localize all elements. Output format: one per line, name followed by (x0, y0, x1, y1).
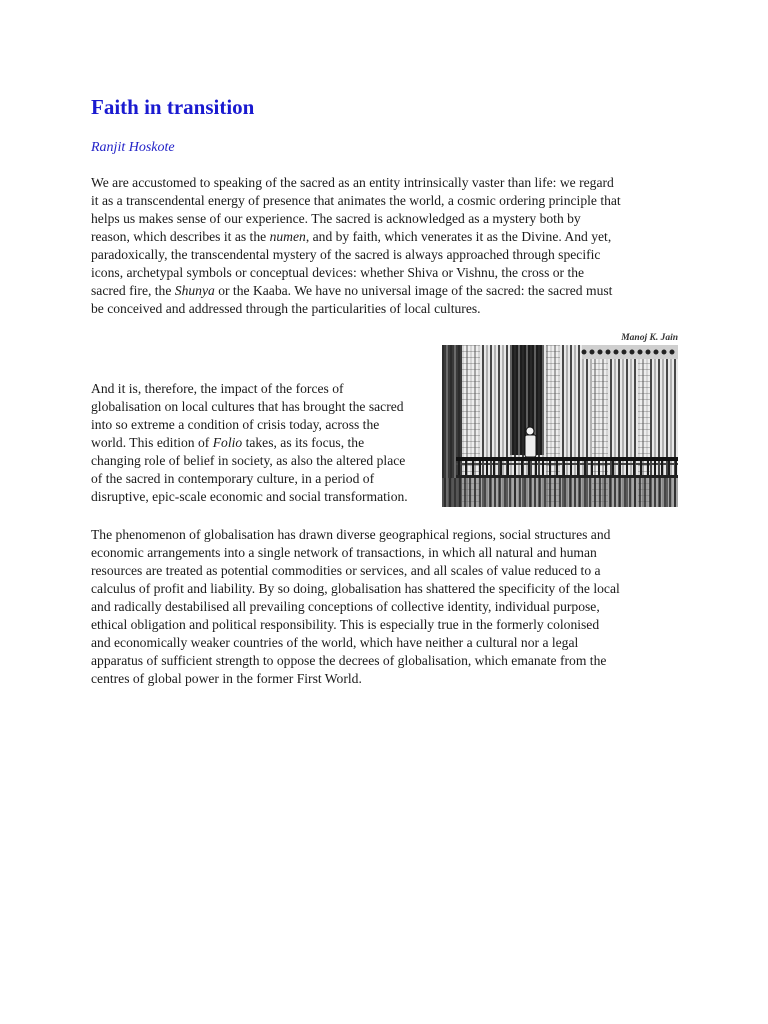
italic-term: Shunya (174, 283, 215, 298)
text-line: apparatus of sufficient strength to oppose the decrees of globalisation, which emanate from the (91, 653, 607, 668)
article-title: Faith in transition (91, 95, 255, 119)
text-line: And it is, therefore, the impact of the forces of (91, 381, 344, 396)
text-line: sacred fire, the Shunya or the Kaaba. We have no universal image of the sacred: the sacred must (91, 283, 613, 298)
text-line: disruptive, epic-scale economic and social transformation. (91, 489, 408, 504)
text-line: helps us makes sense of our experience. The sacred is acknowledged as a mystery both by (91, 211, 581, 226)
text-line: paradoxically, the transcendental mystery of the sacred is always approached through specific (91, 247, 601, 262)
text-line: and economically weaker countries of the world, which have neither a cultural nor a legal (91, 635, 579, 650)
text-line: The phenomenon of globalisation has drawn diverse geographical regions, social structures and (91, 527, 611, 542)
text-line: be conceived and addressed through the particularities of local cultures. (91, 301, 481, 316)
text-line: resources are treated as potential commodities or services, and all scales of value reduced to a (91, 563, 601, 578)
text-line: icons, archetypal symbols or conceptual devices: whether Shiva or Vishnu, the cross or the (91, 265, 585, 280)
temple-photo-illustration (442, 345, 678, 507)
text-line: and radically destabilised all prevailing conceptions of collective identity, individual purpose, (91, 599, 600, 614)
text-line: reason, which describes it as the numen, and by faith, which venerates it as the Divine. And yet, (91, 229, 612, 244)
italic-term: numen (269, 229, 306, 244)
text-line: of the sacred in contemporary culture, in a period of (91, 471, 375, 486)
text-line: it as a transcendental energy of presence that animates the world, a cosmic ordering principle that (91, 193, 621, 208)
article-author: Ranjit Hoskote (91, 140, 175, 155)
text-line: economic arrangements into a single network of transactions, in which all natural and human (91, 545, 597, 560)
text-line: globalisation on local cultures that has brought the sacred (91, 399, 404, 414)
paragraph-globalisation-crisis (91, 380, 441, 506)
italic-term: Folio (212, 435, 243, 450)
paragraph-intro (91, 174, 681, 318)
photo-credit: Manoj K. Jain (621, 333, 678, 343)
text-line: We are accustomed to speaking of the sacred as an entity intrinsically vaster than life: we regard (91, 175, 614, 190)
text-line: centres of global power in the former First World. (91, 671, 362, 686)
text-line: world. This edition of Folio takes, as its focus, the (91, 435, 365, 450)
text-line: ethical obligation and political responsibility. This is especially true in the formerly colonised (91, 617, 600, 632)
text-line: calculus of profit and liability. By so doing, globalisation has shattered the specificity of the local (91, 581, 620, 596)
text-line: into so extreme a condition of crisis today, across the (91, 417, 380, 432)
text-line: changing role of belief in society, as also the altered place (91, 453, 406, 468)
temple-photo (442, 345, 678, 507)
paragraph-globalisation-effects (91, 526, 681, 688)
